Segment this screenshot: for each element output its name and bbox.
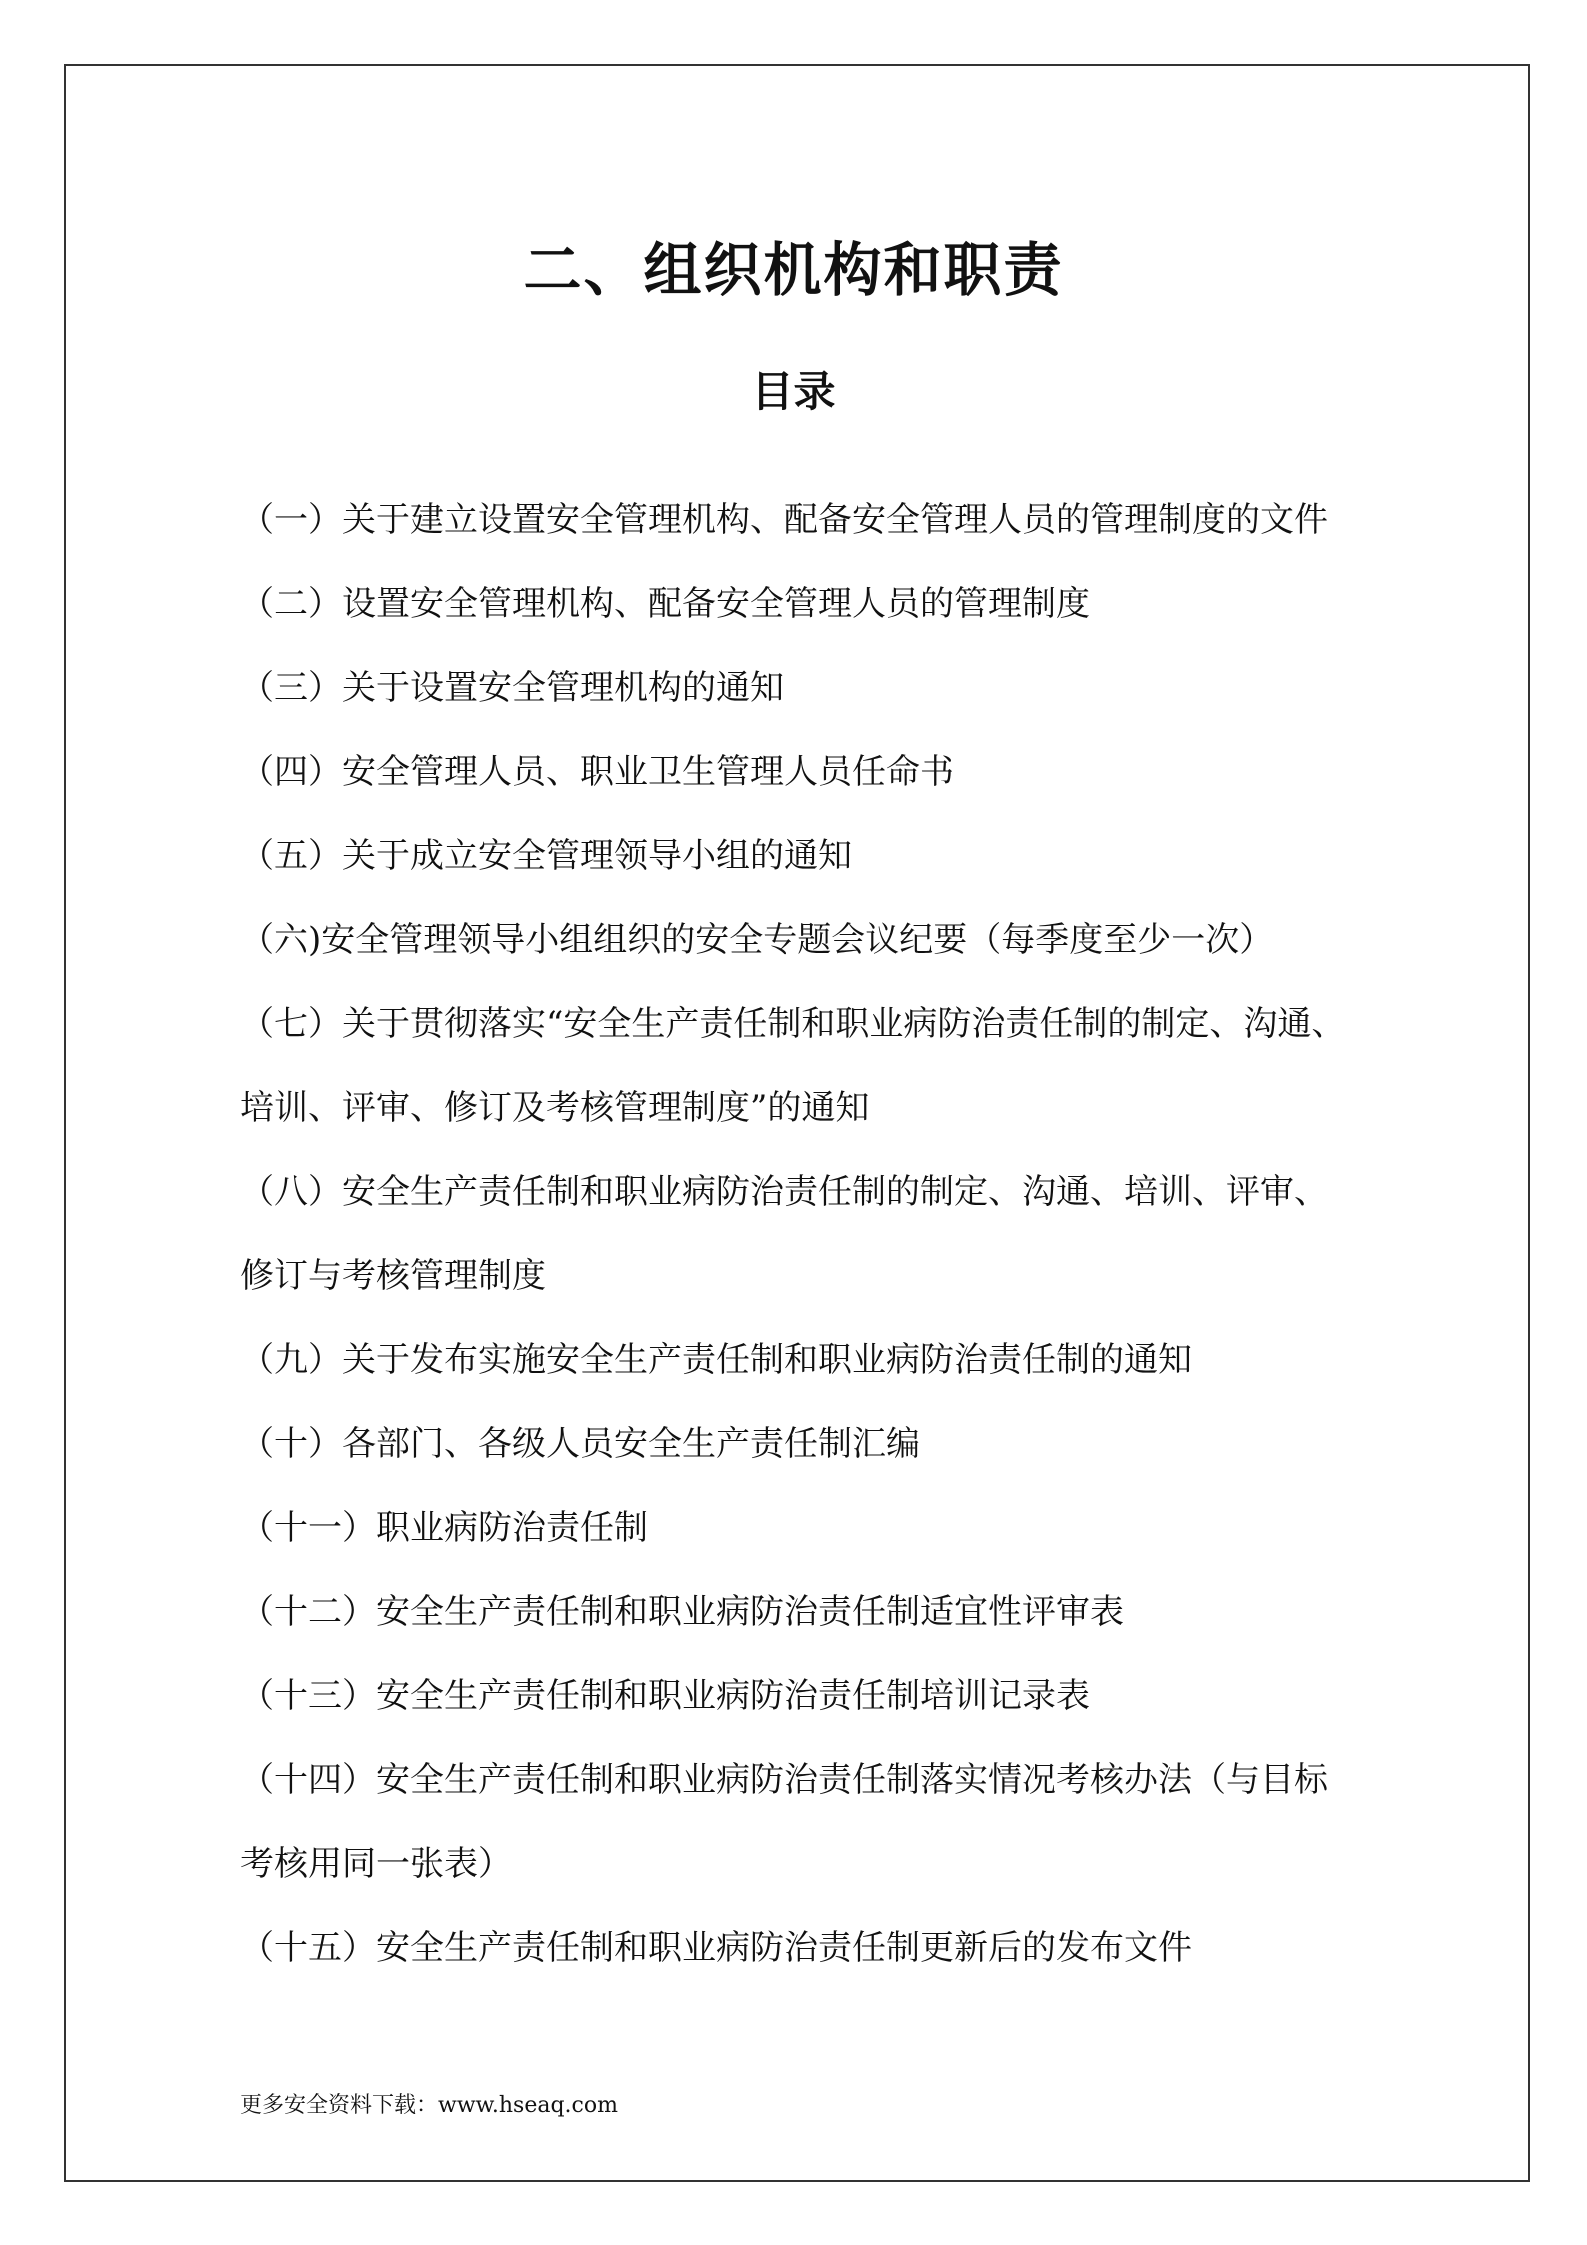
toc-item-5: （五）关于成立安全管理领导小组的通知 [240, 836, 852, 876]
toc-item-4: （四）安全管理人员、职业卫生管理人员任命书 [240, 752, 954, 792]
toc-item-9: （九）关于发布实施安全生产责任制和职业病防治责任制的通知 [240, 1340, 1192, 1380]
toc-heading: 目录 [751, 367, 836, 416]
toc-item-3: （三）关于设置安全管理机构的通知 [240, 668, 784, 708]
toc-item-14: （十四）安全生产责任制和职业病防治责任制落实情况考核办法（与目标考核用同一张表） [240, 1760, 1328, 1884]
toc-item-8: （八）安全生产责任制和职业病防治责任制的制定、沟通、培训、评审、修订与考核管理制度 [240, 1172, 1328, 1296]
toc-item-7: （七）关于贯彻落实“安全生产责任制和职业病防治责任制的制定、沟通、培训、评审、修订及考核管理制度”的通知 [240, 1004, 1346, 1128]
toc-item-1: （一）关于建立设置安全管理机构、配备安全管理人员的管理制度的文件 [240, 500, 1328, 540]
toc-item-10: （十）各部门、各级人员安全生产责任制汇编 [240, 1424, 920, 1464]
footer-download-note: 更多安全资料下载：www.hseaq.com [240, 2093, 618, 2118]
page-title: 二、组织机构和职责 [523, 236, 1064, 304]
toc-item-15: （十五）安全生产责任制和职业病防治责任制更新后的发布文件 [240, 1928, 1192, 1968]
table-of-contents [240, 478, 1360, 1990]
toc-item-6: （六)安全管理领导小组组织的安全专题会议纪要（每季度至少一次） [240, 920, 1274, 960]
toc-item-12: （十二）安全生产责任制和职业病防治责任制适宜性评审表 [240, 1592, 1124, 1632]
toc-item-2: （二）设置安全管理机构、配备安全管理人员的管理制度 [240, 584, 1090, 624]
toc-item-13: （十三）安全生产责任制和职业病防治责任制培训记录表 [240, 1676, 1090, 1716]
toc-item-11: （十一）职业病防治责任制 [240, 1508, 648, 1548]
